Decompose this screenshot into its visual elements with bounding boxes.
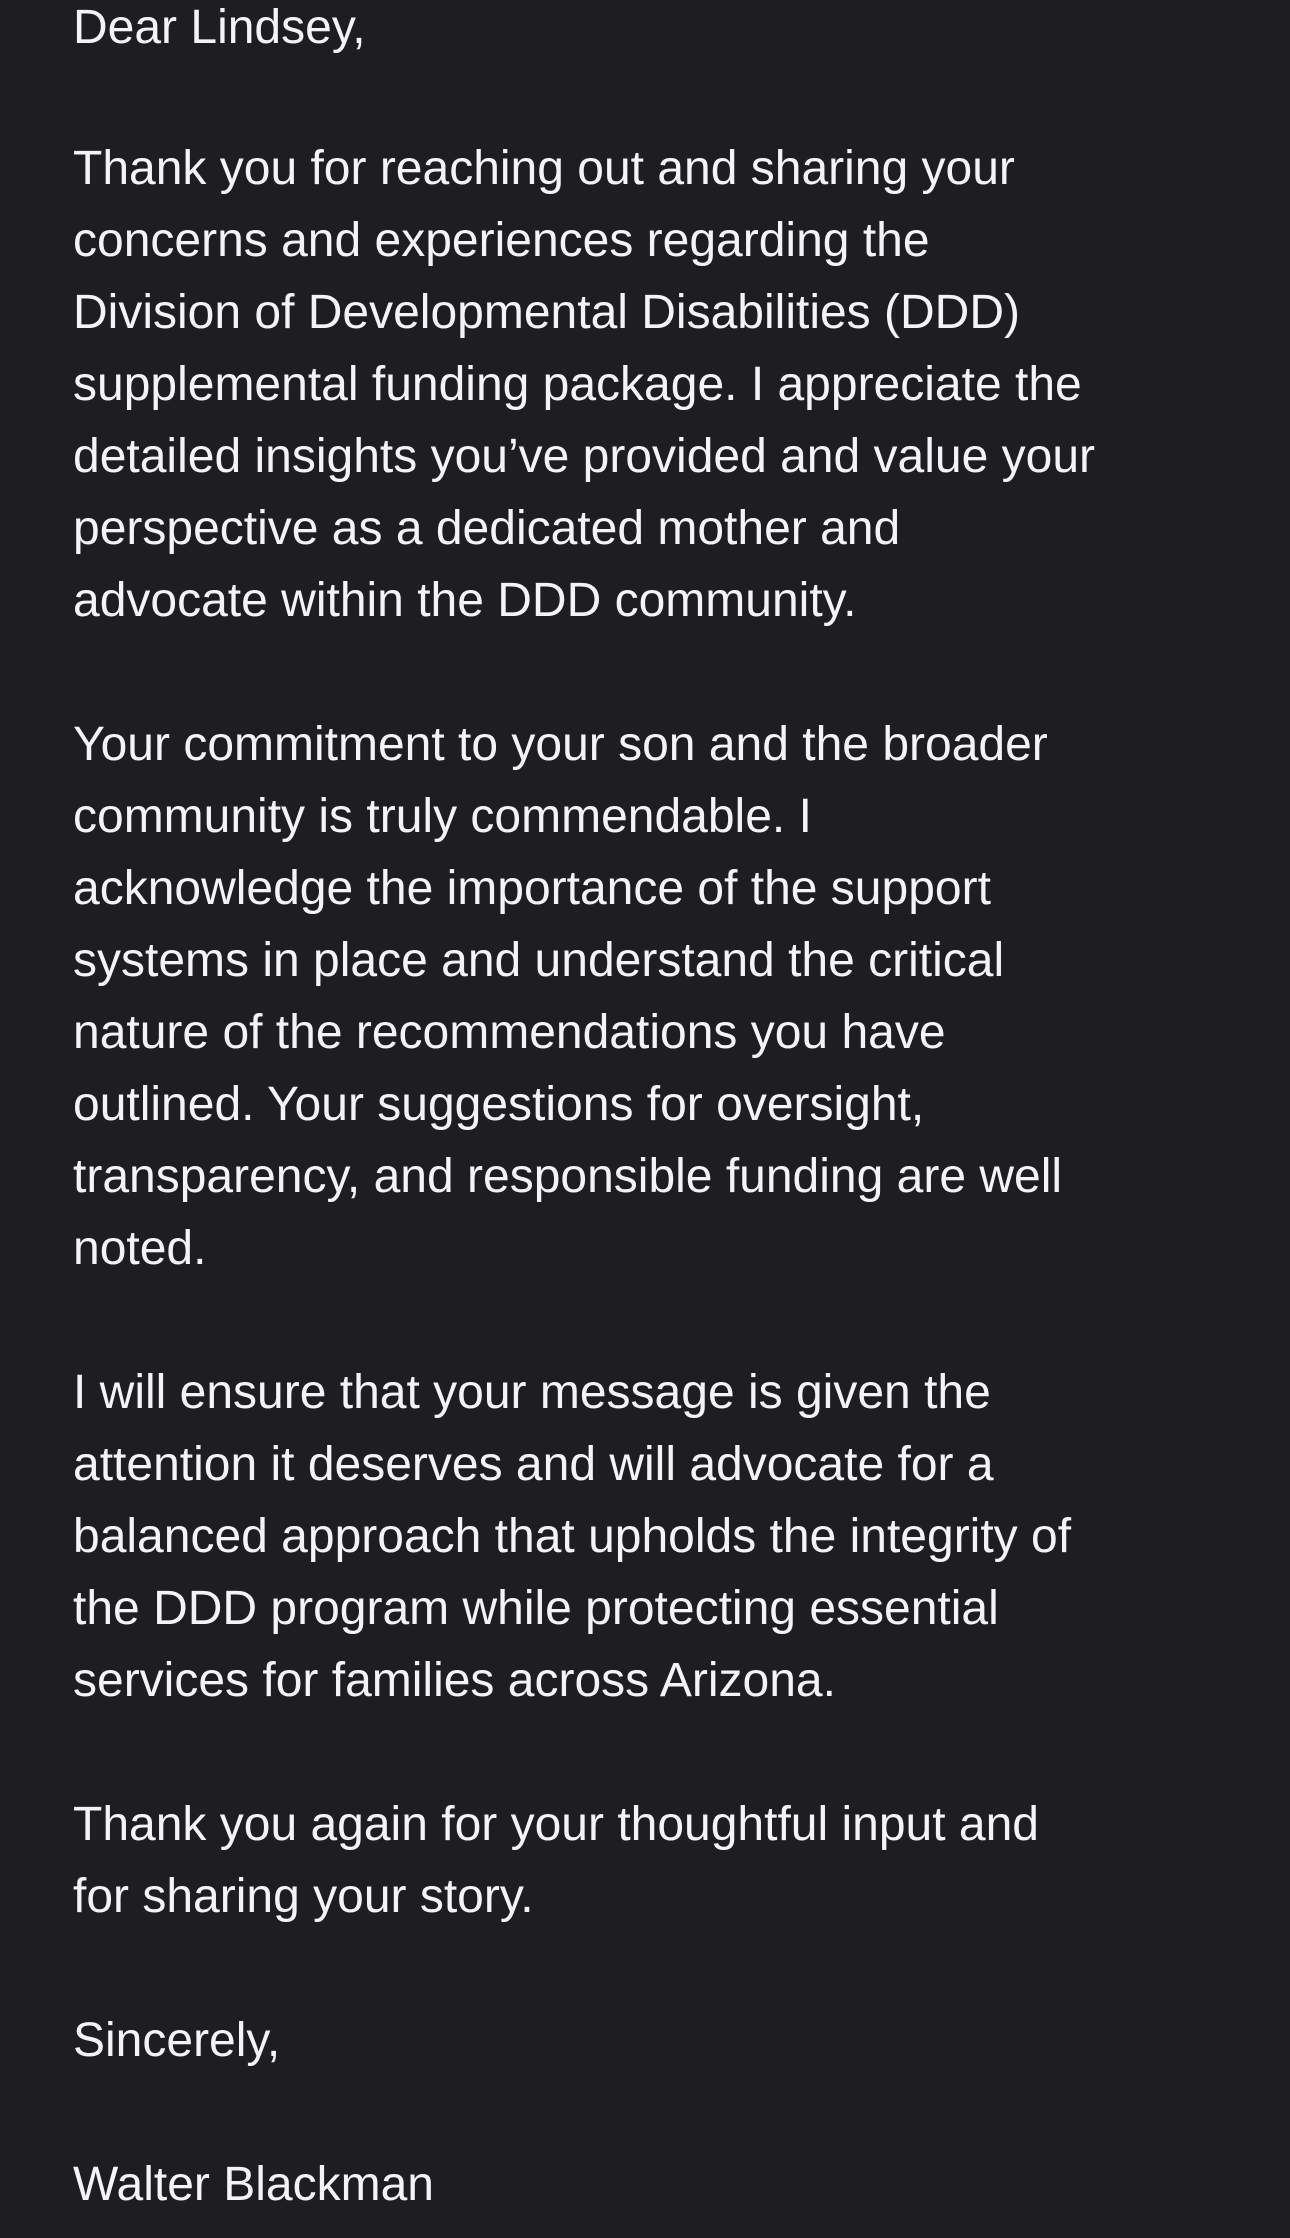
letter-line: the DDD program while protecting essential bbox=[73, 1582, 999, 1635]
letter-closing: Sincerely, bbox=[73, 2014, 281, 2067]
letter-line: outlined. Your suggestions for oversight, bbox=[73, 1078, 925, 1131]
letter-line: Division of Developmental Disabilities (DDD) bbox=[73, 286, 1020, 339]
letter-line: supplemental funding package. I appreciate the bbox=[73, 358, 1082, 411]
letter-line: community is truly commendable. I bbox=[73, 790, 812, 843]
letter-line: transparency, and responsible funding are well bbox=[73, 1150, 1063, 1203]
letter-line: services for families across Arizona. bbox=[73, 1654, 836, 1707]
letter-line: for sharing your story. bbox=[73, 1870, 534, 1923]
letter-line: Thank you for reaching out and sharing your bbox=[73, 142, 1015, 195]
letter-paragraph-4 bbox=[73, 1789, 1039, 1933]
letter-signature: Walter Blackman bbox=[73, 2158, 434, 2211]
letter-paragraph-1 bbox=[73, 133, 1095, 637]
letter-line: noted. bbox=[73, 1222, 207, 1275]
letter-paragraph-2 bbox=[73, 709, 1062, 1285]
letter-line: balanced approach that upholds the integrity of bbox=[73, 1510, 1072, 1563]
letter-line: attention it deserves and will advocate for a bbox=[73, 1438, 994, 1491]
letter-line: perspective as a dedicated mother and bbox=[73, 502, 901, 555]
letter-line: advocate within the DDD community. bbox=[73, 574, 857, 627]
letter-greeting: Dear Lindsey, bbox=[73, 1, 366, 54]
letter-line: acknowledge the importance of the support bbox=[73, 862, 991, 915]
letter-paragraph-3 bbox=[73, 1357, 1071, 1717]
letter-line: I will ensure that your message is given the bbox=[73, 1366, 991, 1419]
letter-line: Your commitment to your son and the broader bbox=[73, 718, 1048, 771]
letter-line: nature of the recommendations you have bbox=[73, 1006, 946, 1059]
letter-line: Thank you again for your thoughtful input and bbox=[73, 1798, 1039, 1851]
letter-line: detailed insights you’ve provided and value your bbox=[73, 430, 1095, 483]
letter-line: concerns and experiences regarding the bbox=[73, 214, 930, 267]
letter-line: systems in place and understand the critical bbox=[73, 934, 1005, 987]
